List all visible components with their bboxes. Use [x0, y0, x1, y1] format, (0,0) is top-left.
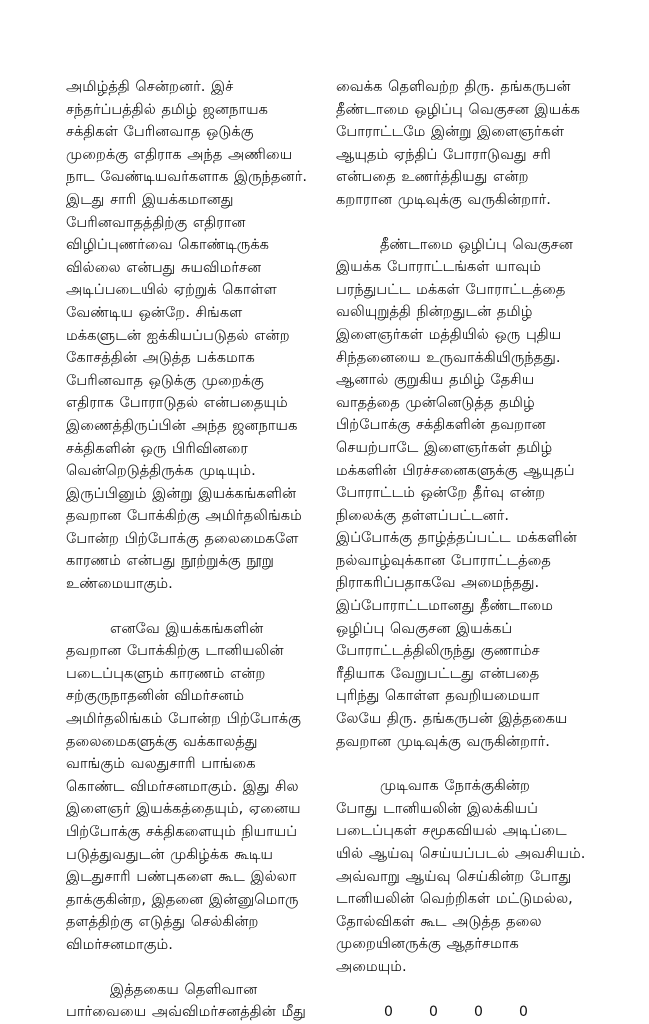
text-line: செயற்பாடே இளைஞர்கள் தமிழ் — [336, 438, 553, 456]
text-line: வாதத்தை முன்னெடுத்த தமிழ் — [336, 393, 535, 411]
text-line: வேண்டிய ஒன்றே. சிங்கள — [66, 303, 243, 321]
left-paragraph-3 — [66, 979, 324, 1024]
text-line: படைப்புகளும் காரணம் என்ற — [66, 664, 266, 682]
text-line: தீண்டாமை ஒழிப்பு வெகுசன இயக்க — [336, 100, 580, 118]
right-column — [336, 76, 600, 1023]
text-line: மக்களின் பிரச்சனைகளுக்கு ஆயுதப் — [336, 461, 575, 479]
text-line: நாட வேண்டியவர்களாக இருந்தனர். — [66, 168, 307, 186]
text-line: அமிழ்த்தி சென்றனர். இச் — [66, 78, 234, 95]
text-line: தவறான போக்கிற்கு டானியலின் — [66, 642, 284, 660]
text-line: சந்தர்ப்பத்தில் தமிழ் ஜனநாயக — [66, 100, 268, 118]
ornament-mark: 0 — [384, 1003, 393, 1020]
text-line: வில்லை என்பது சுயவிமர்சன — [66, 258, 262, 276]
text-line: பேரினவாத ஒடுக்கு முறைக்கு — [66, 371, 264, 389]
ornament-mark: 0 — [519, 1003, 528, 1020]
text-line: பார்வையை அவ்விமர்சனத்தின் மீது — [66, 1003, 306, 1021]
text-line: காரணம் என்பது நூற்றுக்கு நூறு — [66, 552, 274, 570]
text-line: டானியலின் வெற்றிகள் மட்டுமல்ல, — [336, 890, 573, 908]
text-line: படைப்புகள் சமூகவியல் அடிப்டை — [336, 822, 567, 840]
text-line: இப்போக்கு தாழ்த்தப்பட்ட மக்களின் — [336, 529, 577, 547]
left-paragraph-1 — [66, 76, 324, 596]
text-line: இணைத்திருப்பின் அந்த ஜனநாயக — [66, 416, 298, 434]
text-line: நிலைக்கு தள்ளப்பட்டனர். — [336, 506, 510, 524]
text-line: எதிராக போராடுதல் என்பதையும் — [66, 394, 288, 412]
text-line: நல்வாழ்வுக்கான போராட்டத்தை — [336, 551, 551, 569]
text-line: தோல்விகள் கூட அடுத்த தலை — [336, 912, 542, 930]
text-line: ஆனால் குறுகிய தமிழ் தேசிய — [336, 371, 535, 389]
text-line: சிந்தனையை உருவாக்கியிருந்தது. — [336, 348, 561, 366]
text-line: இத்தகைய தெளிவான — [110, 980, 258, 998]
text-line: பிற்போக்கு சக்திகளின் தவறான — [336, 416, 546, 434]
text-line: இருப்பினும் இன்று இயக்கங்களின் — [66, 484, 297, 502]
text-line: நிராகரிப்பதாகவே அமைந்தது. — [336, 574, 540, 592]
right-paragraph-3 — [336, 775, 600, 978]
text-line: ஆயுதம் ஏந்திப் போராடுவது சரி — [336, 145, 551, 163]
text-line: அமிர்தலிங்கம் போன்ற பிற்போக்கு — [66, 710, 301, 728]
text-line: இடது சாரி இயக்கமானது — [66, 190, 234, 208]
text-line: படுத்துவதுடன் முகிழ்க்க கூடிய — [66, 845, 274, 863]
text-line: எனவே இயக்கங்களின் — [110, 619, 264, 637]
ornament-mark: 0 — [474, 1003, 483, 1020]
section-end-ornament — [366, 1001, 546, 1023]
text-line: இயக்க போராட்டங்கள் யாவும் — [336, 258, 542, 276]
text-line: ஒழிப்பு வெகுசன இயக்கப் — [336, 619, 513, 637]
text-line: முறையினருக்கு ஆதர்சமாக — [336, 935, 519, 953]
text-line: கோசத்தின் அடுத்த பக்கமாக — [66, 349, 255, 367]
text-line: போது டானியலின் இலக்கியப் — [336, 799, 538, 817]
text-line: விமர்சனமாகும். — [66, 935, 173, 953]
text-line: வைக்க தெளிவற்ற திரு. தங்கருபன் — [336, 78, 571, 95]
text-line: இப்போராட்டமானது தீண்டாமை — [336, 597, 553, 615]
text-line: என்பதை உணர்த்தியது என்ற — [336, 168, 529, 186]
right-paragraph-2 — [336, 234, 600, 754]
text-line: தலைமைகளுக்கு வக்காலத்து — [66, 732, 258, 750]
text-line: போராட்டம் ஒன்றே தீர்வு என்ற — [336, 484, 546, 502]
text-line: தீண்டாமை ஒழிப்பு வெகுசன — [380, 235, 573, 253]
text-line: தளத்திற்கு எடுத்து செல்கின்ற — [66, 913, 259, 931]
text-line: மக்களுடன் ஐக்கியப்படுதல் என்ற — [66, 326, 290, 344]
text-line: ரீதியாக வேறுபட்டது என்பதை — [336, 664, 540, 682]
text-line: போராட்டத்திலிருந்து குணாம்ச — [336, 642, 540, 660]
text-line: சற்குருநாதனின் விமர்சனம் — [66, 687, 245, 705]
text-line: அடிப்படையில் ஏற்றுக் கொள்ள — [66, 281, 277, 299]
text-line: புரிந்து கொள்ள தவறியமையா — [336, 687, 540, 705]
text-line: சக்திகள் பேரினவாத ஒடுக்கு — [66, 123, 254, 141]
text-line: வென்றெடுத்திருக்க முடியும். — [66, 462, 256, 480]
text-line: அவ்வாறு ஆய்வு செய்கின்ற போது — [336, 867, 572, 885]
text-line: இடதுசாரி பண்புகளை கூட இல்லா — [66, 868, 297, 886]
text-line: முடிவாக நோக்குகின்ற — [380, 777, 530, 795]
left-column — [66, 76, 324, 1024]
text-line: சக்திகளின் ஒரு பிரிவினரை — [66, 439, 248, 457]
ornament-mark: 0 — [429, 1003, 438, 1020]
left-paragraph-2 — [66, 618, 324, 957]
text-line: அமையும். — [336, 957, 407, 975]
text-line: உண்மையாகும். — [66, 575, 173, 593]
text-line: வலியுறுத்தி நின்றதுடன் தமிழ் — [336, 303, 533, 321]
text-line: தவறான போக்கிற்கு அமிர்தலிங்கம் — [66, 507, 302, 525]
text-line: யில் ஆய்வு செய்யப்படல் அவசியம். — [336, 845, 586, 862]
text-line: போன்ற பிற்போக்கு தலைமைகளே — [66, 529, 299, 547]
text-line: போராட்டமே இன்று இளைஞர்கள் — [336, 123, 565, 141]
text-line: பரந்துபட்ட மக்கள் போராட்டத்தை — [336, 280, 566, 298]
text-line: பிற்போக்கு சக்திகளையும் நியாயப் — [66, 823, 298, 840]
text-line: கறாரான முடிவுக்கு வருகின்றார். — [336, 190, 551, 208]
text-line: இளைஞர்கள் மத்தியில் ஒரு புதிய — [336, 325, 562, 343]
text-line: முறைக்கு எதிராக அந்த அணியை — [66, 145, 293, 163]
right-paragraph-1 — [336, 76, 600, 212]
text-line: கொண்ட விமர்சனமாகும். இது சில — [66, 777, 299, 795]
text-line: பேரினவாதத்திற்கு எதிரான — [66, 213, 246, 231]
text-line: இளைஞர் இயக்கத்தையும், ஏனைய — [66, 800, 301, 818]
text-line: தாக்குகின்ற, இதனை இன்னுமொரு — [66, 890, 299, 908]
text-line: வாங்கும் வலதுசாரி பாங்கை — [66, 755, 256, 773]
text-line: தவறான முடிவுக்கு வருகின்றார். — [336, 732, 550, 750]
text-line: லேயே திரு. தங்கருபன் இத்தகைய — [336, 710, 568, 728]
text-line: விழிப்புணர்வை கொண்டிருக்க — [66, 236, 269, 254]
